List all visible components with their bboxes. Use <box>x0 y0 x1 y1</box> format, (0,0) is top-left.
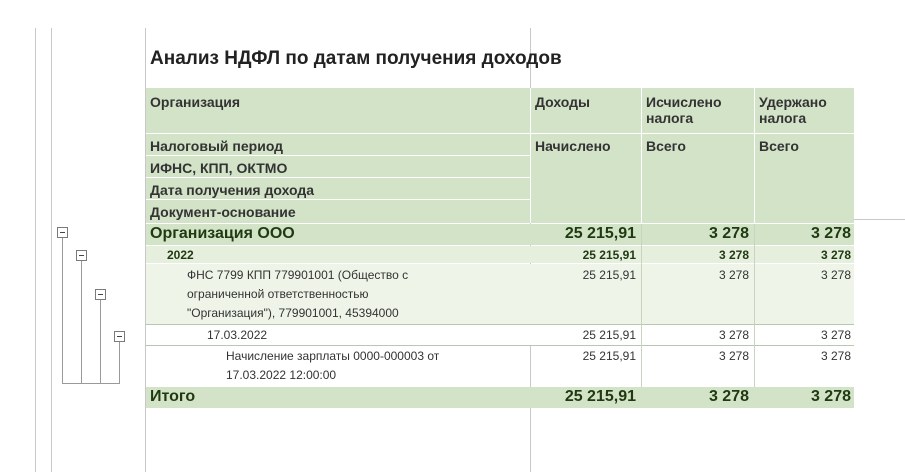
row-calculated: 3 278 <box>718 349 749 363</box>
row-withheld: 3 278 <box>820 248 851 262</box>
row-withheld: 3 278 <box>810 225 851 242</box>
collapse-icon[interactable] <box>95 289 106 300</box>
header-ifns: ИФНС, КПП, ОКТМО <box>150 160 288 176</box>
header-calculated-total: Всего <box>646 138 686 154</box>
header-base-document: Документ-основание <box>150 204 296 220</box>
tree-line <box>62 383 120 384</box>
header-divider <box>146 133 854 134</box>
report-title: Анализ НДФЛ по датам получения доходов <box>150 48 562 69</box>
total-income: 25 215,91 <box>564 388 636 405</box>
row-calculated: 3 278 <box>718 328 749 342</box>
header-calculated-tax: Исчислено налога <box>646 94 722 126</box>
grid-line <box>35 28 36 472</box>
row-income: 25 215,91 <box>582 248 636 262</box>
row-income: 25 215,91 <box>582 328 636 342</box>
row-calculated: 3 278 <box>708 225 749 242</box>
row-label: 17.03.2022 12:00:00 <box>226 368 337 382</box>
row-calculated: 3 278 <box>718 268 749 282</box>
row-divider <box>146 345 854 346</box>
tree-line <box>100 300 101 384</box>
collapse-icon[interactable] <box>76 250 87 261</box>
header-accrued: Начислено <box>535 138 611 154</box>
row-label: Начисление зарплаты 0000-000003 от <box>226 349 440 363</box>
column-divider <box>754 224 755 387</box>
collapse-icon[interactable] <box>114 331 125 342</box>
column-divider <box>641 224 642 387</box>
total-withheld: 3 278 <box>810 388 851 405</box>
row-income: 25 215,91 <box>564 225 636 242</box>
header-organization: Организация <box>150 94 241 110</box>
row-label: ограниченной ответственностью <box>187 287 369 301</box>
header-withheld-total: Всего <box>759 138 799 154</box>
header-income: Доходы <box>535 94 590 110</box>
tree-line <box>62 238 63 384</box>
row-label: Организация ООО <box>150 225 295 242</box>
row-withheld: 3 278 <box>820 268 851 282</box>
total-label: Итого <box>150 388 196 405</box>
row-income: 25 215,91 <box>582 349 636 363</box>
row-label: "Организация"), 779901001, 45394000 <box>187 306 399 320</box>
row-label: 2022 <box>167 248 194 262</box>
row-withheld: 3 278 <box>820 328 851 342</box>
grid-line <box>51 28 52 472</box>
total-calculated: 3 278 <box>708 388 749 405</box>
tree-line <box>119 342 120 384</box>
header-income-date: Дата получения дохода <box>150 182 315 198</box>
collapse-icon[interactable] <box>57 227 68 238</box>
tree-line <box>81 261 82 384</box>
row-income: 25 215,91 <box>582 268 636 282</box>
row-calculated: 3 278 <box>718 248 749 262</box>
row-label: 17.03.2022 <box>207 328 268 342</box>
row-divider <box>146 324 854 325</box>
header-tax-period: Налоговый период <box>150 138 284 154</box>
header-withheld-tax: Удержано налога <box>759 94 827 126</box>
row-label: ФНС 7799 КПП 779901001 (Общество с <box>187 268 409 282</box>
row-withheld: 3 278 <box>820 349 851 363</box>
